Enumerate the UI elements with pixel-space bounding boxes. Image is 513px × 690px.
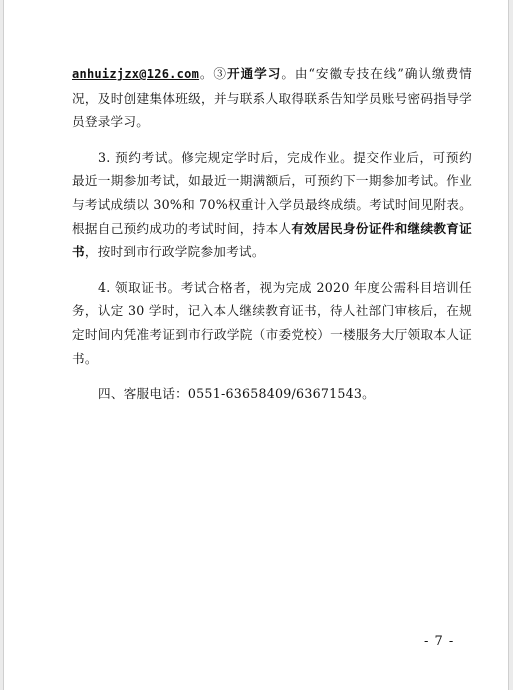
contact-email-link[interactable]: anhuizjzx@126.com (72, 67, 200, 81)
page-number: - 7 - (424, 634, 455, 649)
paragraph-exam-booking (72, 146, 472, 264)
para1-connector: 。③ (199, 66, 227, 81)
document-page (3, 0, 509, 690)
paragraph-service-phone (72, 382, 472, 406)
paragraph-collect-certificate (72, 276, 472, 370)
service-phone-text: 四、客服电话：0551-63658409/63671543。 (98, 386, 375, 402)
para1-text: 。由“安徽专技在线”确认缴费情况，及时创建集体班级，并与联系人取得联系告知学员账号密码指导学员登录学习。 (72, 66, 472, 130)
document-body (72, 62, 472, 406)
para2-rest: ，按时到市行政学院参加考试。 (84, 244, 265, 260)
required-documents-bold: 有效居民身份证件和继续教育证书 (72, 220, 473, 260)
activate-study-heading: 开通学习 (226, 66, 282, 81)
para2-text: 3. 预约考试。修完规定学时后，完成作业。提交作业后，可预约最近一期参加考试，如最近一期满额后，可预约下一期参加考试。作业与考试成绩以 30%和 70%权重计入学员最终成绩。考试时间见附表。根据自己预约成功的考试时间，持本人 (72, 149, 472, 236)
paragraph-activate-study (72, 62, 472, 134)
para3-text: 4. 领取证书。考试合格者，视为完成 2020 年度公需科目培训任务，认定 30 学时，记入本人继续教育证书，待人社部门审核后，在规定时间内凭准考证到市行政学院（市委党校）一楼服务大厅领取本人证书。 (72, 279, 472, 366)
